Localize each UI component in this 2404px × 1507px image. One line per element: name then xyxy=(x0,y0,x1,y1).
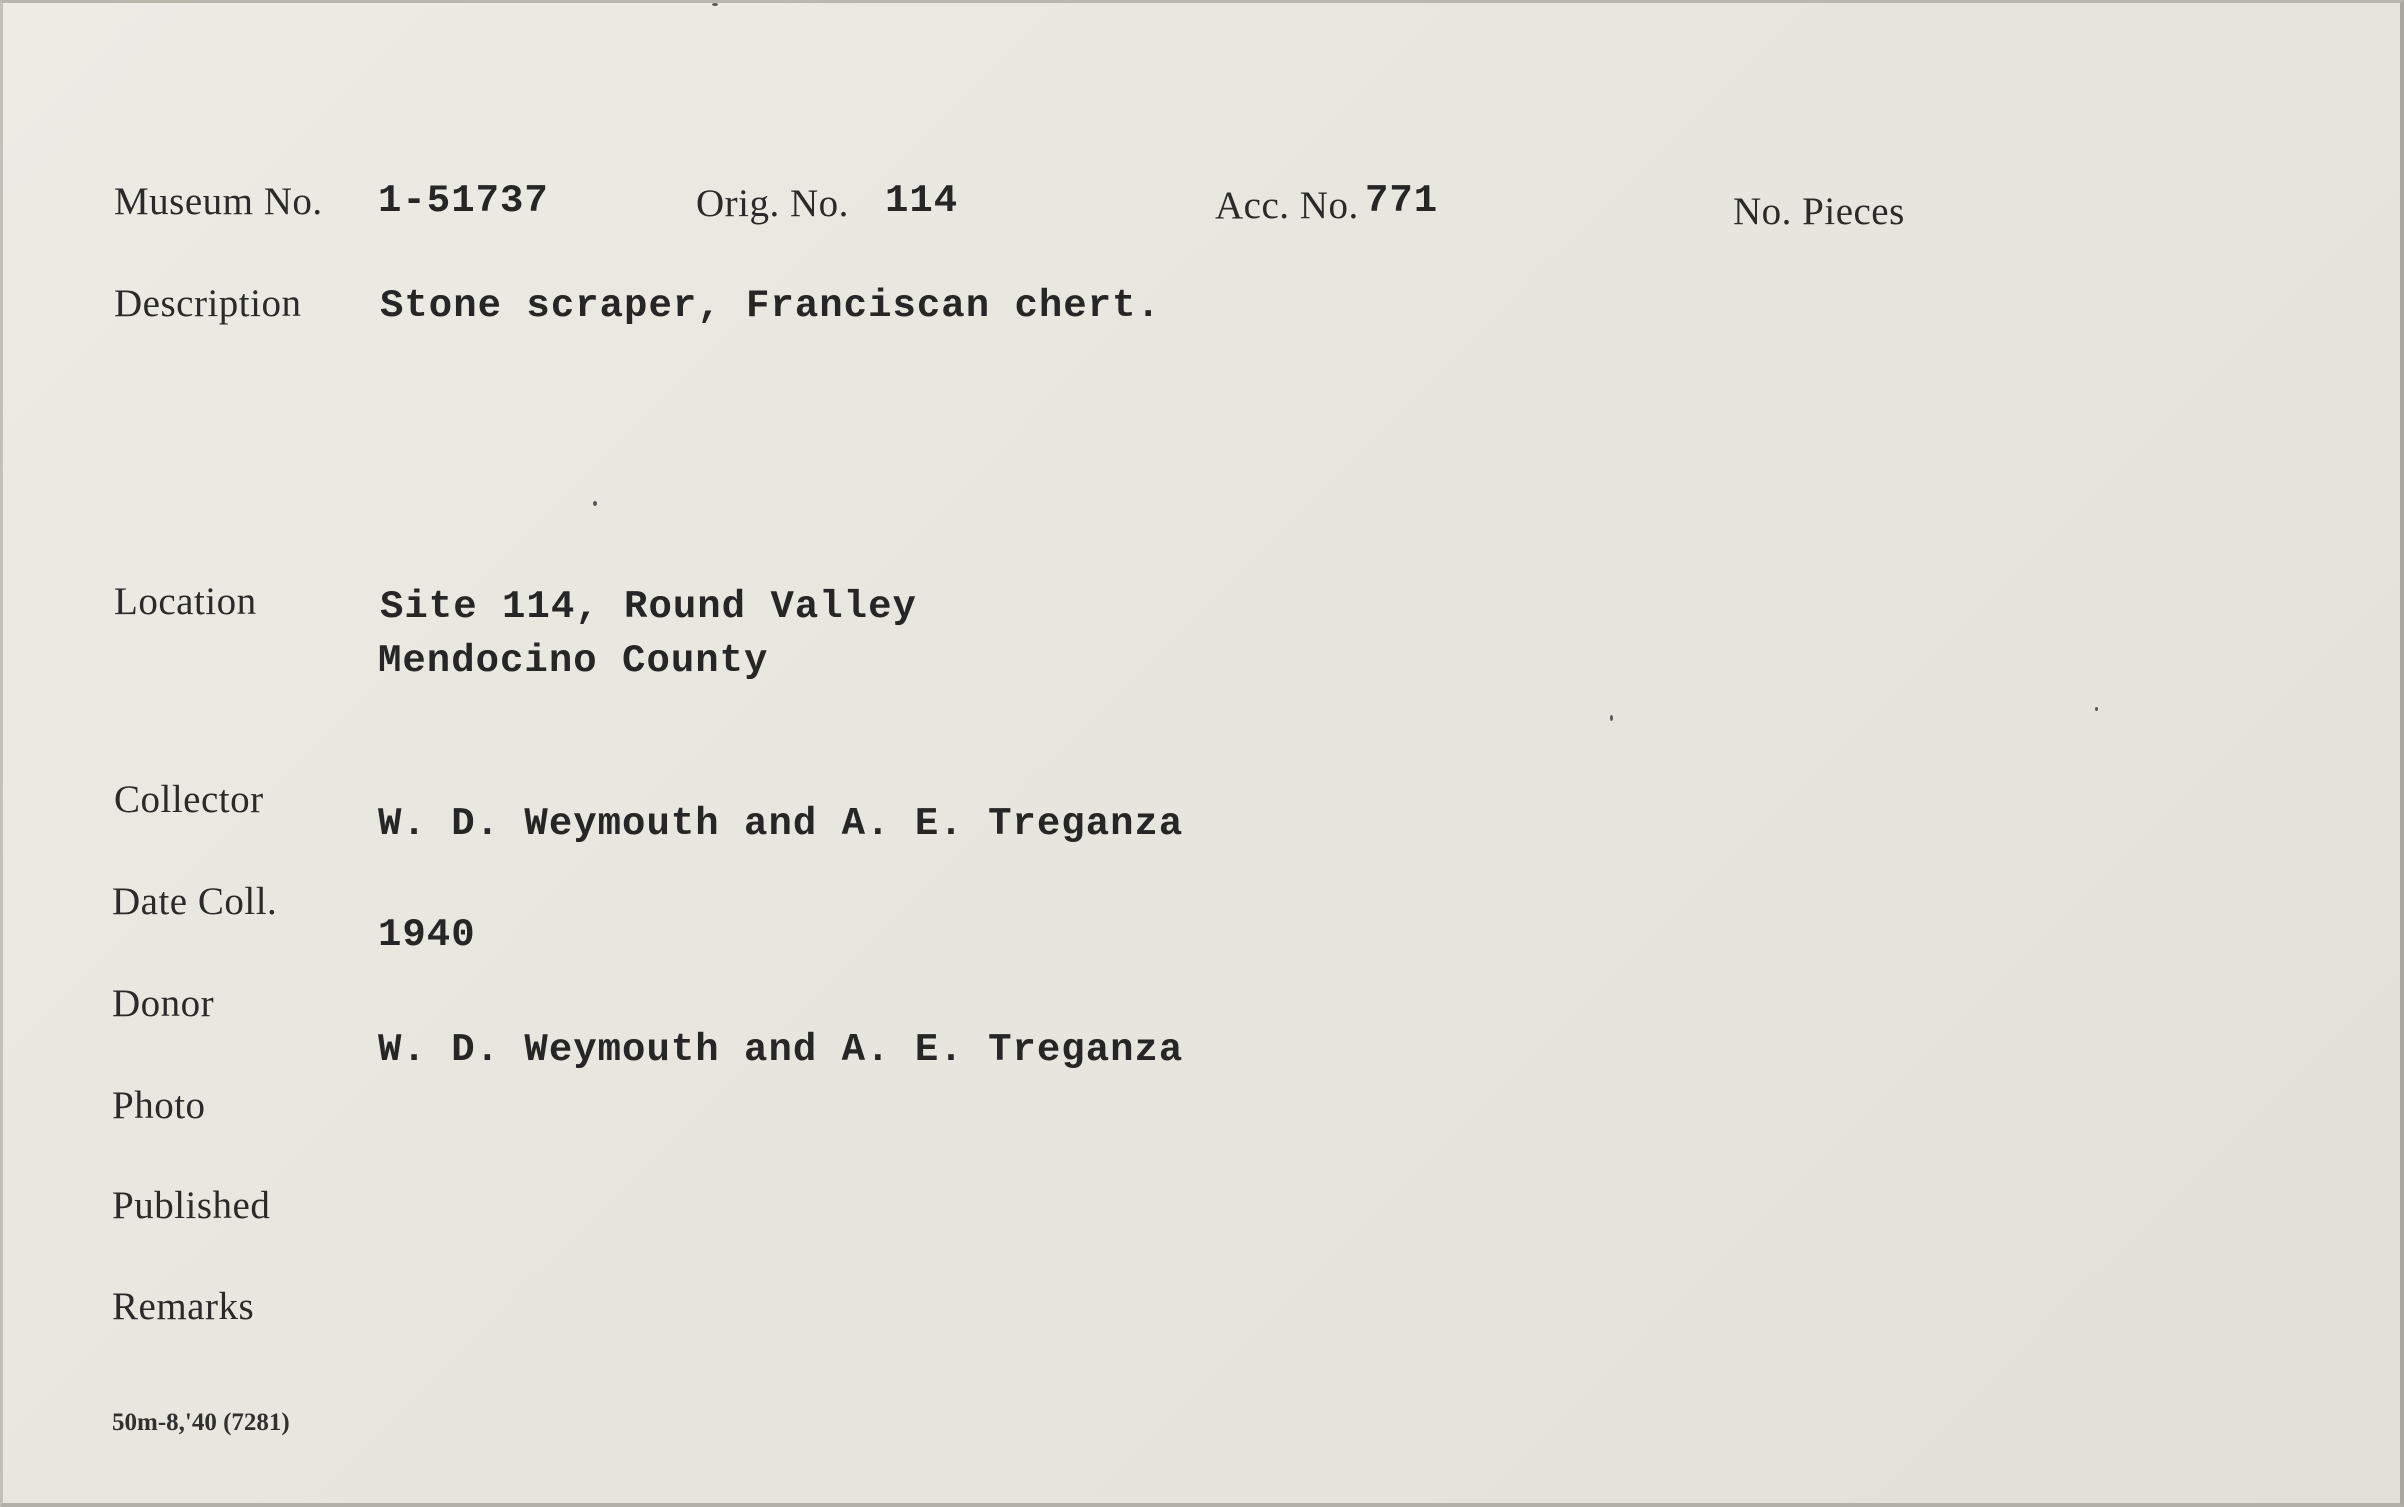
speck-mark xyxy=(1610,715,1613,721)
speck-mark xyxy=(712,3,718,6)
speck-mark xyxy=(593,501,597,506)
acc-no-value: 771 xyxy=(1365,179,1439,223)
donor-label: Donor xyxy=(112,982,215,1025)
museum-no-value: 1-51737 xyxy=(378,179,549,223)
date-coll-value: 1940 xyxy=(378,913,476,957)
collector-label: Collector xyxy=(114,778,264,821)
no-pieces-label: No. Pieces xyxy=(1733,190,1905,233)
description-value: Stone scraper, Franciscan chert. xyxy=(380,284,1161,328)
description-label: Description xyxy=(114,282,302,325)
acc-no-label: Acc. No. xyxy=(1215,184,1359,227)
collector-value: W. D. Weymouth and A. E. Treganza xyxy=(378,802,1184,846)
published-label: Published xyxy=(112,1184,271,1227)
location-line-1: Site 114, Round Valley xyxy=(380,585,917,629)
remarks-label: Remarks xyxy=(112,1285,255,1328)
photo-label: Photo xyxy=(112,1084,206,1127)
donor-value: W. D. Weymouth and A. E. Treganza xyxy=(378,1028,1184,1072)
museum-no-label: Museum No. xyxy=(114,180,323,223)
print-code: 50m-8,'40 (7281) xyxy=(112,1409,290,1436)
location-label: Location xyxy=(114,580,257,623)
orig-no-label: Orig. No. xyxy=(696,182,849,225)
date-coll-label: Date Coll. xyxy=(112,880,278,923)
location-line-2: Mendocino County xyxy=(378,639,769,683)
orig-no-value: 114 xyxy=(885,179,959,223)
speck-mark xyxy=(2095,707,2098,711)
